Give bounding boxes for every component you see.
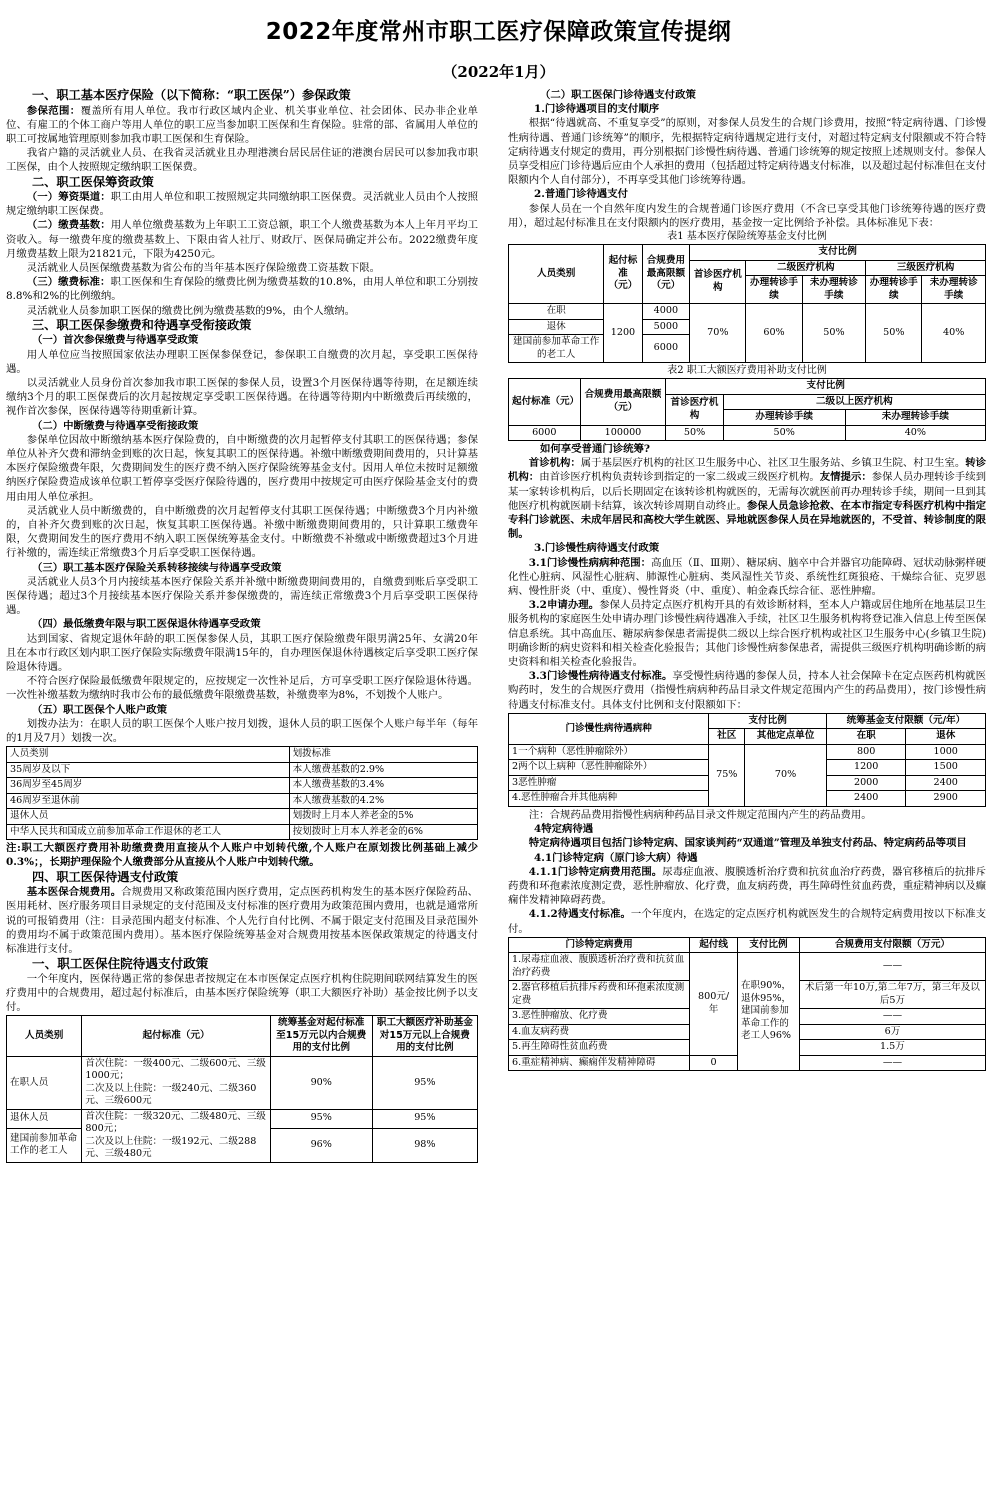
account-allocation-table [6, 746, 478, 840]
section-heading: 二、职工医保筹资政策 [32, 174, 154, 189]
table-row [509, 953, 986, 981]
table-cell: 4.血友病药费 [509, 1024, 690, 1040]
table-cell: 800元/年 [690, 953, 738, 1056]
paragraph: 参保人员在一个自然年度内发生的合规普通门诊医疗费用（不含已享受其他门诊统筹待遇的医疗费用），超过起付标准且在支付限额内的医疗费用，基金按一定比例给予补偿。具体标准见下表： [508, 202, 986, 229]
table-cell: 50% [723, 425, 845, 441]
table-cell: 1500 [906, 760, 986, 776]
table-header-row [7, 1016, 478, 1057]
table-cell: 70% [745, 744, 827, 806]
table-cell: 1000 [906, 744, 986, 760]
page-subtitle: （2022年1月） [442, 63, 555, 81]
table-cell: 6.重症精神病、癫痫伴发精神障碍 [509, 1055, 690, 1071]
table-cell: 1200 [604, 304, 642, 363]
table-header-cell: 合规费用支付限额（万元） [799, 937, 985, 953]
paragraph: 灵活就业人员3个月内接续基本医疗保险关系并补缴中断缴费期间费用的，自缴费到账后享受职工医保待遇；超过3个月接续基本医疗保险关系并参保缴费的，需连续正常缴费3个月后享受职工医保待遇。 [6, 575, 478, 617]
table-cell: 3恶性肿瘤 [509, 775, 709, 791]
table-header-row [509, 713, 986, 729]
table-header-cell: 社区 [709, 729, 745, 745]
table-row [7, 824, 478, 840]
table-cell: 2两个以上病种（恶性肿瘤除外） [509, 760, 709, 776]
table-row [509, 304, 986, 320]
table-cell: 95% [372, 1056, 477, 1109]
table-header-cell: 办理转诊手续 [746, 276, 802, 304]
paragraph: 4.1.1门诊特定病费用范围。尿毒症血液、腹膜透析治疗费和抗贫血治疗药费，器官移植后的抗排斥药费和环孢素浓度测定费，恶性肿瘤放、化疗费，血友病药费，再生障碍性贫血药费，重症精神病以及癫痫伴发精神障碍药费。 [508, 865, 986, 907]
left-column [6, 88, 478, 1164]
table-header-cell: 统筹基金支付限额（元/年） [826, 713, 985, 729]
table-header-cell: 退休 [906, 729, 986, 745]
table-header-cell: 未办理转诊手续 [802, 276, 866, 304]
table-header-cell: 门诊慢性病待遇病种 [509, 713, 709, 744]
table-cell: 40% [845, 425, 985, 441]
paragraph: 一个年度内，医保待遇正常的参保患者按规定在本市医保定点医疗机构住院期间联网结算发生的医疗费用中的合规费用，超过起付标准后，由基本医疗保险统筹（职工大额医疗补助）基金按比例予以支付。 [6, 972, 478, 1014]
table-note: 注:职工大额医疗费用补助缴费费用直接从个人账户中划转代缴,个人账户在原划拨比例基础上减少0.3%；，长期护理保险个人缴费部分从直接从个人账户中划转代缴。 [6, 842, 478, 869]
right-column [508, 88, 986, 1072]
subsection-heading: （一）首次参保缴费与待遇享受政策 [32, 334, 199, 347]
subsection-heading: （三）职工基本医疗保险关系转移接续与待遇享受政策 [32, 561, 282, 574]
table-cell: 36周岁至45周岁 [7, 778, 290, 794]
paragraph: 不符合医疗保险最低缴费年限规定的，应按规定一次性补足后，方可享受职工医疗保险退休待遇。一次性补缴基数为缴纳时我市公布的最低缴费年限缴费基数，补缴费率为8%，不划拨个人账户。 [6, 675, 478, 702]
table-cell: 50% [866, 304, 922, 363]
section-heading: 三、职工医保参缴费和待遇享受衔接政策 [32, 317, 252, 332]
table-header-cell: 起付标准（元） [509, 379, 581, 426]
paragraph: 首诊机构：属于基层医疗机构的社区卫生服务中心、社区卫生服务站、乡镇卫生院、村卫生室。转诊机构：由首诊医疗机构负责转诊到指定的一家二级或三级医疗机构。友情提示：参保人员办理转诊手续到某一家转诊机构后，以后长期固定在该转诊机构就医的，无需每次就医前再办理转诊手续，期间一旦到其他医疗机构就医刷卡结算，该次转诊周期自动终止。参保人员急诊抢救、在本市指定专科医疗机构中指定专科门诊就医、未成年居民和高校大学生就医、异地就医参保人员在异地就医的，不受首、转诊制度的限制。 [508, 457, 987, 541]
table-row [7, 762, 478, 778]
table-header-cell: 支付比例 [709, 713, 827, 729]
table-header-row [509, 245, 986, 261]
table-cell: —— [799, 1055, 985, 1071]
table-row [509, 744, 986, 760]
table-cell: 2400 [906, 775, 986, 791]
page-title: 2022年度常州市职工医疗保障政策宣传提纲 [265, 19, 732, 45]
table-cell: 2000 [826, 775, 906, 791]
paragraph: 灵活就业人员医保缴费基数为省公布的当年基本医疗保险缴费工资基数下限。 [26, 262, 381, 275]
table-cell: 首次住院：一级320元、二级480元、三级800元； 二次及以上住院：一级192元、二级288元、三级480元 [82, 1109, 270, 1162]
subsection-heading: 一、职工医保住院待遇支付政策 [32, 956, 209, 972]
paragraph: 达到国家、省规定退休年龄的职工医保参保人员，其职工医疗保险缴费年限男满25年、女满20年且在本市行政区划内职工医疗保险实际缴费年限满15年的，自办理医保退休待遇核定后享受职工医疗保险退休待遇。 [6, 632, 478, 674]
chronic-disease-table [508, 713, 986, 807]
paragraph: 根据“待遇就高、不重复享受”的原则，对参保人员发生的合规门诊费用，按照“特定病待遇、门诊慢性病待遇、普通门诊统筹”的顺序，先根据特定病待遇规定进行支付，对超过特定病支付限额或不符合特定病待遇支付规定的费用，再分别根据门诊慢性病待遇、普通门诊统筹的规定按照上述规则支付。参保人员享受相应门诊待遇后应由个人承担的费用（包括超过特定病待遇支付标准，以及超过起付标准但在支付限额内个人自付部分），不再享受其他门诊统筹待遇。 [508, 117, 986, 187]
table-header-cell: 二级医疗机构 [746, 260, 866, 276]
table-header-cell: 支付比例 [666, 379, 986, 395]
table-header-cell: 起付标准（元） [604, 245, 642, 304]
table-cell: 0 [690, 1055, 738, 1071]
table-header-cell: 三级医疗机构 [866, 260, 986, 276]
paragraph: （二）缴费基数：用人单位缴费基数为上年职工工资总额，职工个人缴费基数为本人上年月平均工资收入。每一缴费年度的缴费基数上、下限由省人社厅、财政厅、医保局确定并公布。2022缴费年度月缴费基数上限为21821元，下限为4250元。 [6, 219, 479, 260]
paragraph: 特定病待遇项目包括门诊特定病、国家谈判药“双通道”管理及单独支付药品、特定病药品等项目 [528, 837, 967, 850]
table-cell: 3.恶性肿瘤放、化疗费 [509, 1009, 690, 1025]
table-cell: 退休人员 [7, 809, 290, 825]
table-header-cell: 首诊医疗机构 [666, 394, 723, 425]
table-cell: 95% [270, 1109, 372, 1128]
table-cell: 35周岁及以下 [7, 762, 290, 778]
paragraph: 4.1.2待遇支付标准。一个年度内，在选定的定点医疗机构就医发生的合规特定病费用按以下标准支付。 [508, 908, 986, 935]
table-cell: 1200 [826, 760, 906, 776]
table-cell: —— [799, 1009, 985, 1025]
table-cell: 75% [709, 744, 745, 806]
table-cell: 中华人民共和国成立前参加革命工作退休的老工人 [7, 824, 290, 840]
table-cell: 70% [690, 304, 746, 363]
paragraph: 参保单位因故中断缴纳基本医疗保险费的，自中断缴费的次月起暂停支付其职工的医保待遇；参保单位从补齐欠费和滞纳金到账的次日起，恢复其职工的医保待遇。补缴中断缴费期间费用的，只计算基本医疗保险缴费年限，欠费期间发生的医疗费不纳入医疗保险统筹基金支付。因用人单位未按时足额缴纳医疗保险费造成该单位职工暂停享受医疗保险待遇的，医疗费用中按规定可由医疗保险基金支付的费用由用人单位承担。 [6, 433, 478, 503]
table-cell: 4.恶性肿瘤合并其他病种 [509, 791, 709, 807]
table-cell: 90% [270, 1056, 372, 1109]
table-cell: 在职 [509, 304, 604, 320]
table-cell: 60% [746, 304, 802, 363]
question-heading: 如何享受普通门诊统筹? [540, 443, 650, 456]
paragraph: 我省户籍的灵活就业人员、在我省灵活就业且办理港澳台居民居住证的港澳台居民可以参加我市职工医保，由个人按照规定缴纳职工医保费。 [6, 147, 478, 174]
subsection-heading: （四）最低缴费年限与职工医保退休待遇享受政策 [32, 618, 261, 631]
table-cell: 46周岁至退休前 [7, 793, 290, 809]
table-header-cell: 其他定点单位 [745, 729, 827, 745]
section-heading: 四、职工医保待遇支付政策 [32, 869, 179, 884]
table-header-cell: 在职 [826, 729, 906, 745]
paragraph: （三）缴费标准：职工医保和生育保险的缴费比例为缴费基数的10.8%，由用人单位和职工分别按8.8%和2%的比例缴纳。 [6, 276, 478, 303]
table-cell: 98% [372, 1128, 477, 1162]
paragraph: 以灵活就业人员身份首次参加我市职工医保的参保人员，设置3个月医保待遇等待期，在足额连续缴纳3个月的职工医保费后的次月起按规定享受职工医保待遇。在待遇等待期内中断缴费后再续缴的，视作首次参保，医保待遇等待期重新计算。 [6, 376, 478, 418]
table-header-cell: 起付标准（元） [82, 1016, 270, 1057]
table-row [7, 778, 478, 794]
table-header-row [7, 747, 478, 763]
subsection-heading: 4.1门诊特定病（原门诊大病）待遇 [534, 851, 698, 864]
table-header-cell: 职工大额医疗补助基金对15万元以上合规费用的支付比例 [372, 1016, 477, 1057]
table-caption: 表1 基本医疗保险统筹基金支付比例 [667, 231, 827, 243]
table-cell: 5.再生障碍性贫血药费 [509, 1040, 690, 1056]
table-row [7, 809, 478, 825]
table-cell: 2.器官移植后抗排斥药费和环孢素浓度测定费 [509, 981, 690, 1009]
table-header-cell: 支付比例 [737, 937, 799, 953]
table-header-row [509, 937, 986, 953]
inpatient-table [6, 1015, 478, 1163]
table-cell: 6000 [642, 335, 690, 363]
major-medical-table [508, 378, 986, 441]
paragraph: 基本医保合规费用。合规费用又称政策范围内医疗费用，定点医药机构发生的基本医疗保险药品、医用耗材、医疗服务项目目录规定的支付范围及支付标准的医疗费用为政策范围内费用，也就是通常所说的可报销费用（注：目录范围内超支付标准、个人先行自付比例、不属于限定支付范围及目录范围外的费用均不属于政策范围内费用）。基本医疗保险统筹基金对合规费用按基本医保政策规定的待遇支付标准进行支付。 [6, 886, 479, 955]
table-cell: 建国前参加革命工作的老工人 [509, 335, 604, 363]
paragraph: 划拨办法为：在职人员的职工医保个人账户按月划拨，退休人员的职工医保个人账户每半年（每年的1月及7月）划拨一次。 [6, 717, 478, 745]
table-header-row [509, 379, 986, 395]
paragraph: 灵活就业人员参加职工医保的缴费比例为缴费基数的9%，由个人缴纳。 [26, 304, 355, 317]
table-caption: 表2 职工大额医疗费用补助支付比例 [667, 365, 827, 377]
table-cell: 划拨时上月本人养老金的5% [289, 809, 477, 825]
table-cell: 退休 [509, 319, 604, 335]
table-header-cell: 二级以上医疗机构 [723, 394, 985, 410]
table-cell: 1.5万 [799, 1040, 985, 1056]
table-cell: 1一个病种（恶性肿瘤除外） [509, 744, 709, 760]
paragraph: 用人单位应当按照国家依法办理职工医保参保登记，参保职工自缴费的次月起，享受职工医保待遇。 [6, 348, 478, 375]
table-note: 注：合规药品费用指慢性病病种药品目录文件规定范围内产生的药品费用。 [528, 808, 872, 821]
table-cell: 首次住院：一级400元、二级600元、三级1000元； 二次及以上住院：一级240元、二级360元、三级600元 [82, 1056, 270, 1109]
table-row [7, 793, 478, 809]
table-cell: 2900 [906, 791, 986, 807]
table-header-cell: 办理转诊手续 [723, 410, 845, 426]
table-header-cell: 合规费用最高限额（元） [642, 245, 690, 304]
paragraph: （一）筹资渠道：职工由用人单位和职工按照规定共同缴纳职工医保费。灵活就业人员由个人按照规定缴纳职工医保费。 [6, 191, 479, 218]
table-cell: 退休人员 [7, 1109, 82, 1128]
table-cell: 建国前参加革命工作的老工人 [7, 1128, 82, 1162]
table-cell: 在职人员 [7, 1056, 82, 1109]
subsection-heading: （五）职工医保个人账户政策 [32, 703, 168, 716]
table-cell: 50% [802, 304, 866, 363]
paragraph: 参保范围：覆盖所有用人单位。我市行政区域内企业、机关事业单位、社会团体、民办非企业单位、有雇工的个体工商户等用人单位的职工应当参加职工医保和生育保险。驻常的部、省属用人单位的职工可按属地管理原则参加我市职工医保和生育保险。 [6, 104, 479, 145]
outpatient-ratio-table [508, 244, 986, 363]
table-header-cell: 人员类别 [7, 1016, 82, 1057]
table-cell: 4000 [642, 304, 690, 320]
table-header-cell: 首诊医疗机构 [690, 260, 746, 304]
table-cell: 本人缴费基数的2.9% [289, 762, 477, 778]
section-heading: （二）职工医保门诊待遇支付政策 [540, 89, 696, 101]
table-cell: —— [799, 953, 985, 981]
paragraph: 3.3门诊慢性病待遇支付标准。享受慢性病待遇的参保人员，持本人社会保障卡在定点医药机构就医购药时，发生的合规医疗费用（指慢性病病种药品目录文件规定范围内产生的药品费用），按门诊慢性病待遇支付标准支付。具体支付比例和支付限额如下： [508, 670, 986, 711]
subsection-heading: 3.门诊慢性病待遇支付政策 [534, 542, 660, 555]
paragraph: 3.1门诊慢性病病种范围：高血压（Ⅱ、Ⅲ期）、糖尿病、脑卒中合并器官功能障碍、冠状动脉粥样硬化性心脏病、风湿性心脏病、肺源性心脏病、类风湿性关节炎、系统性红斑狼疮、干燥综合征、克罗恩病、慢性肝炎（中、重度）、慢性肾炎（中、重度）、帕金森氏综合征、恶性肿瘤。 [508, 556, 986, 598]
section-heading: 一、职工基本医疗保险（以下简称：“职工医保”）参保政策 [32, 88, 351, 102]
table-header-cell: 未办理转诊手续 [845, 410, 985, 426]
table-header-cell: 未办理转诊手续 [922, 276, 986, 304]
table-cell: 本人缴费基数的4.2% [289, 793, 477, 809]
table-cell: 术后第一年10万,第二年7万，第三年及以后5万 [799, 981, 985, 1009]
table-header-cell: 人员类别 [509, 245, 604, 304]
table-cell: 800 [826, 744, 906, 760]
table-header-cell: 划拨标准 [289, 747, 477, 763]
table-cell: 95% [372, 1109, 477, 1128]
special-disease-table [508, 937, 986, 1072]
table-header-cell: 合规费用最高限额（元） [580, 379, 666, 426]
table-header-cell: 办理转诊手续 [866, 276, 922, 304]
table-header-cell: 人员类别 [7, 747, 290, 763]
table-row [509, 425, 986, 441]
table-cell: 100000 [580, 425, 666, 441]
table-cell: 在职90%，退休95%，建国前参加革命工作的老工人96% [737, 953, 799, 1071]
table-cell: 40% [922, 304, 986, 363]
subsection-heading: 4特定病待遇 [534, 823, 594, 836]
table-header-cell: 统筹基金对起付标准至15万元以内合规费用的支付比例 [270, 1016, 372, 1057]
subsection-heading: 2.普通门诊待遇支付 [534, 188, 628, 201]
table-header-cell: 门诊特定病费用 [509, 937, 690, 953]
table-header-cell: 支付比例 [690, 245, 986, 261]
table-cell: 2400 [826, 791, 906, 807]
subsection-heading: 1.门诊待遇项目的支付顺序 [534, 103, 660, 116]
table-cell: 6万 [799, 1024, 985, 1040]
table-cell: 5000 [642, 319, 690, 335]
table-row [7, 1109, 478, 1128]
table-cell: 50% [666, 425, 723, 441]
table-row [7, 1056, 478, 1109]
table-cell: 按划拨时上月本人养老金的6% [289, 824, 477, 840]
table-cell: 本人缴费基数的3.4% [289, 778, 477, 794]
paragraph: 3.2申请办理。参保人员持定点医疗机构开具的有效诊断材料，至本人户籍或居住地所在地基层卫生服务机构的家庭医生处申请办理门诊慢性病待遇准入手续，社区卫生服务机构将登记准入信息上传至医保信息系统。其中高血压、糖尿病参保患者需提供二级以上综合医疗机构或社区卫生服务中心(乡镇卫生院)明确诊断的病史资料和相关检查化验报告；其他门诊慢性病参保患者，需提供三级医疗机构明确诊断的病史资料和相关检查化验报告。 [508, 599, 986, 669]
table-cell: 96% [270, 1128, 372, 1162]
subsection-heading: （二）中断缴费与待遇享受衔接政策 [32, 419, 199, 432]
table-cell: 6000 [509, 425, 581, 441]
paragraph: 灵活就业人员中断缴费的，自中断缴费的次月起暂停支付其职工医保待遇；中断缴费3个月内补缴的，自补齐欠费到账的次日起，恢复其职工医保待遇。补缴中断缴费期间费用的，只计算职工缴费年限，欠费期间发生的医疗费用不纳入职工医保统筹基金支付。中断缴费不补缴或中断缴费超过3个月进行补缴的，需连续正常缴费3个月后享受职工医保待遇。 [6, 504, 478, 560]
table-header-cell: 起付线 [690, 937, 738, 953]
table-cell: 1.尿毒症血液、腹膜透析治疗费和抗贫血治疗药费 [509, 953, 690, 981]
